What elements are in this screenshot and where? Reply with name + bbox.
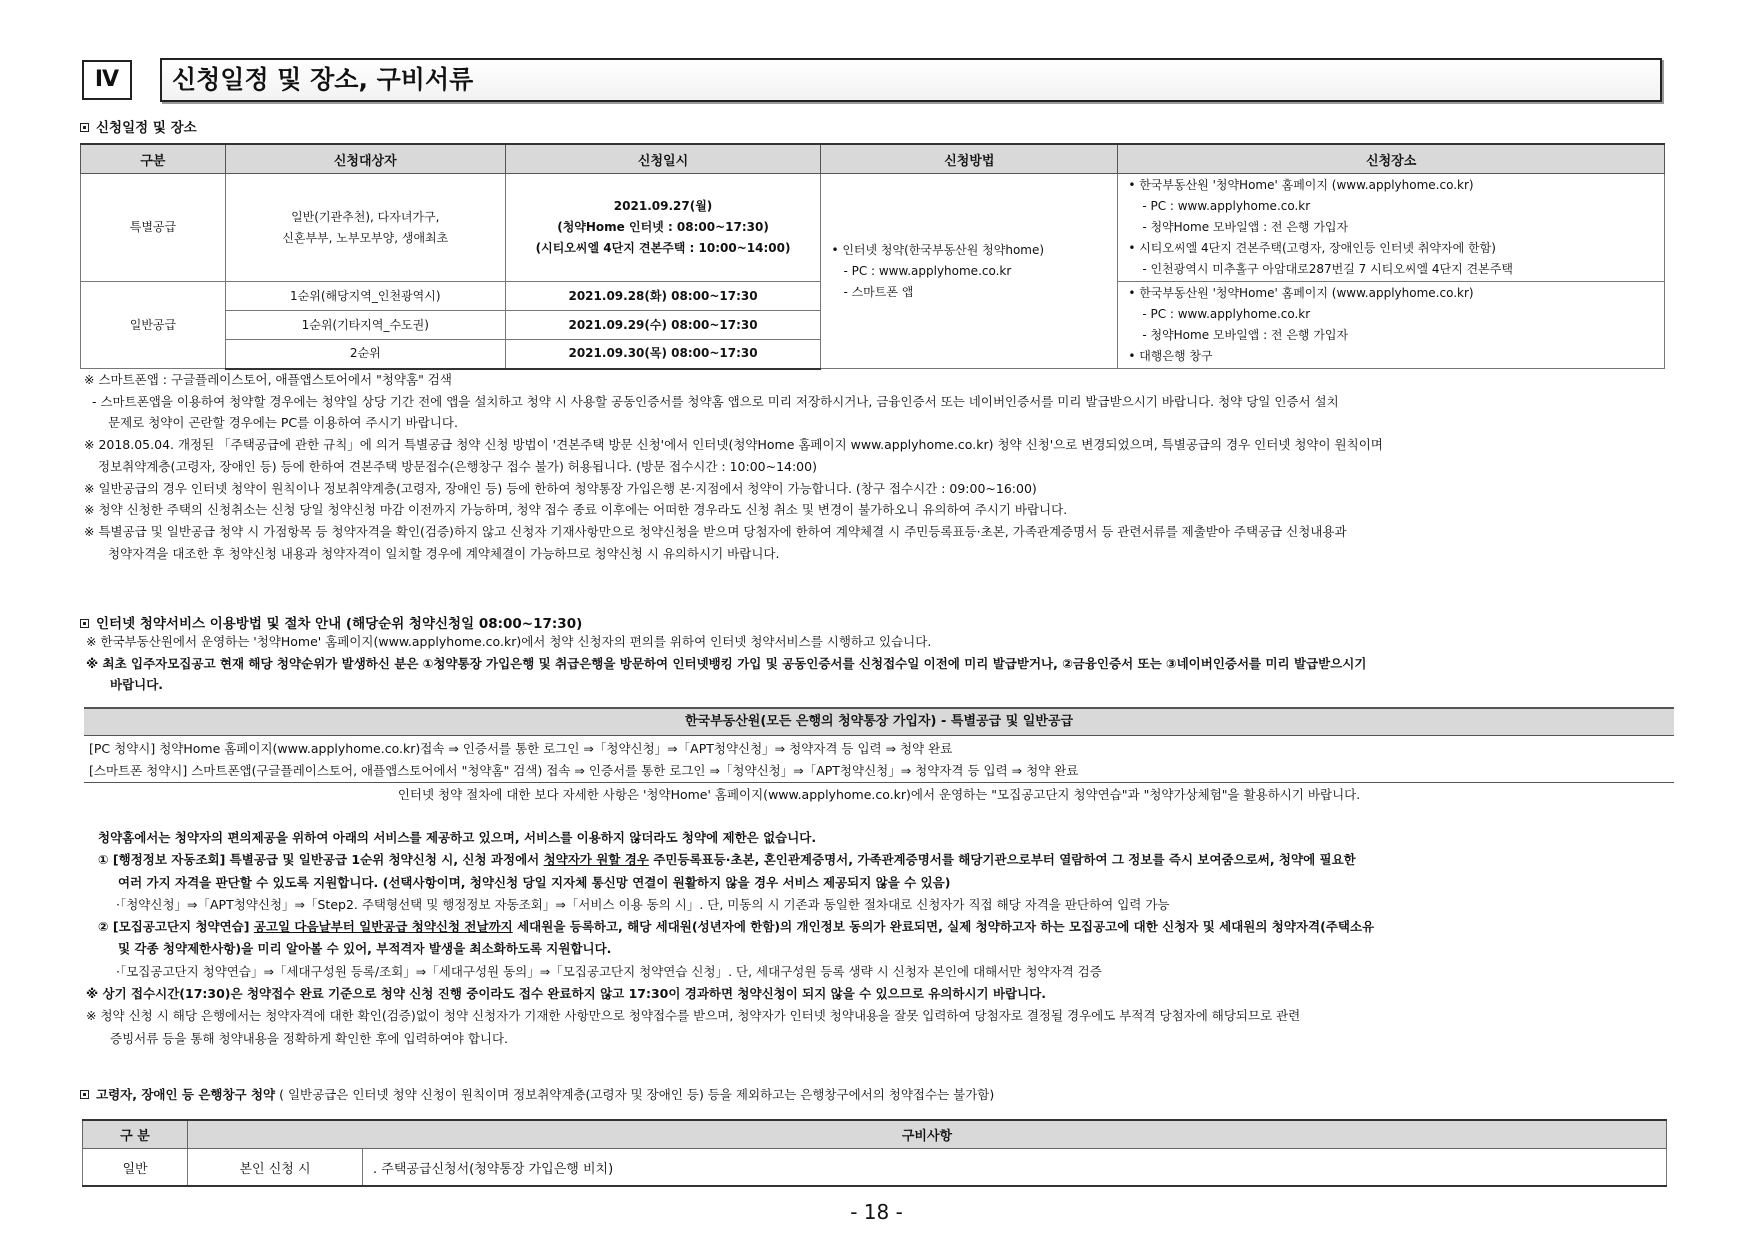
note-line: ※ 청약 신청한 주택의 신청취소는 신청 당일 청약신청 마감 이전까지 가능하며, 청약 접수 종료 이후에는 어떠한 경우라도 신청 취소 및 변경이 불가하오니 유의하여 주시기 바랍니다.: [84, 502, 1068, 518]
service-note: ※ 청약 신청 시 해당 은행에서는 청약자격에 대한 확인(검증)없이 청약 신청자가 기재한 사항만으로 청약접수를 받으며, 청약자가 인터넷 청약내용을 잘못 입력하여 당첨자로 결정될 경우에도 부적격 당첨자에 해당되므로 관련: [86, 1008, 1301, 1024]
method-line: • 인터넷 청약(한국부동산원 청약home): [831, 242, 1045, 257]
schedule-notes: [84, 369, 1684, 564]
service-intro: 청약홈에서는 청약자의 편의제공을 위하여 아래의 서비스를 제공하고 있으며, 서비스를 이용하지 않더라도 청약에 제한은 없습니다.: [98, 830, 817, 845]
note-line: - 스마트폰앱을 이용하여 청약할 경우에는 청약일 상당 기간 전에 앱을 설치하고 청약 시 사용할 공동인증서를 청약홈 앱으로 미리 저장하시거나, 금융인증서 또는 네이버인증서를 미리 발급받으시기 바랍니다. 청약 당일 인증서 설치: [92, 393, 1339, 409]
place-line: - PC : www.applyhome.co.kr: [1142, 199, 1311, 213]
note-line: ※ 최초 입주자모집공고 현재 해당 청약순위가 발생하신 분은 ①청약통장 가입은행 및 취급은행을 방문하여 인터넷뱅킹 가입 및 공동인증서를 신청접수일 이전에 미리 발급받거나, ②금융인증서 또는 ③네이버인증서를 미리 발급받으시기: [86, 655, 1367, 671]
general-target: 2순위: [225, 340, 505, 369]
note-line: ※ 2018.05.04. 개정된 「주택공급에 관한 규칙」에 의거 특별공급 청약 신청 방법이 '견본주택 방문 신청'에서 인터넷(청약Home 홈페이지 www.applyhome.co.kr) 청약 신청'으로 변경되었으며, 특별공급의 경우 인터넷 청약이 원칙이며: [84, 437, 1383, 453]
place-line: • 시티오씨엘 4단지 견본주택(고령자, 장애인등 인터넷 취약자에 한함): [1128, 241, 1496, 255]
general-date: 2021.09.28(화) 08:00~17:30: [505, 282, 821, 311]
special-date-line: (청약Home 인터넷 : 08:00~17:30): [557, 220, 769, 234]
internet-notes: [86, 631, 1686, 696]
header-category: 구 분: [83, 1120, 188, 1149]
method-line: - PC : www.applyhome.co.kr: [843, 263, 1012, 278]
header-target: 신청대상자: [225, 144, 505, 174]
general-date: 2021.09.30(목) 08:00~17:30: [505, 340, 821, 369]
note-line: 정보취약계층(고령자, 장애인 등) 등에 한하여 견본주택 방문접수(은행창구 접수 불가) 허용됩니다. (방문 접수시간 : 10:00~14:00): [98, 458, 817, 474]
service-item-2-path: ·「모집공고단지 청약연습」⇒「세대구성원 등록/조회」⇒「세대구성원 동의」⇒「모집공고단지 청약연습 신청」. 단, 세대구성원 등록 생략 시 신청자 본인에 대해서만 청약자격 검증: [116, 963, 1102, 979]
service-item-1-cont: 여러 가지 자격을 판단할 수 있도록 지원합니다. (선택사항이며, 청약신청 당일 지자체 통신망 연결이 원활하지 않을 경우 서비스 제공되지 않을 수 있음): [118, 874, 951, 890]
place-line: - 인천광역시 미추홀구 아암대로287번길 7 시티오씨엘 4단지 견본주택: [1142, 262, 1513, 276]
note-line: ※ 특별공급 및 일반공급 청약 시 가점항목 등 청약자격을 확인(검증)하지 않고 신청자 기재사항만으로 청약신청을 받으며 당첨자에 한하여 계약체결 시 주민등록표등·초본, 가족관계증명서 등 관련서류를 제출받아 주택공급 신청내용과: [84, 523, 1347, 539]
header-method: 신청방법: [821, 144, 1118, 174]
procedure-mobile: [스마트폰 청약시] 스마트폰앱(구글플레이스토어, 애플앱스토어에서 "청약홈" 검색) 접속 ⇒ 인증서를 통한 로그인 ⇒「청약신청」⇒「APT청약신청」⇒ 청약자격 등 입력 ⇒ 청약 완료: [84, 760, 1674, 783]
header-date: 신청일시: [505, 144, 821, 174]
special-target-line: 신혼부부, 노부모부양, 생애최초: [282, 230, 449, 245]
general-target: 1순위(해당지역_인천광역시): [225, 282, 505, 311]
service-block: [86, 827, 1686, 1050]
header-requirements: 구비사항: [188, 1120, 1667, 1149]
schedule-table: [80, 143, 1665, 370]
general-date: 2021.09.29(수) 08:00~17:30: [505, 311, 821, 340]
special-date-line: 2021.09.27(월): [613, 199, 713, 213]
special-date-line: (시티오씨엘 4단지 견본주택 : 10:00~14:00): [535, 241, 791, 255]
internet-heading: 인터넷 청약서비스 이용방법 및 절차 안내 (해당순위 청약신청일 08:00~17:30): [80, 612, 582, 632]
service-note: 증빙서류 등을 통해 청약내용을 정확하게 확인한 후에 입력하여야 합니다.: [110, 1030, 509, 1046]
note-line: 청약자격을 대조한 후 청약신청 내용과 청약자격이 일치할 경우에 계약체결이 가능하므로 청약신청 시 유의하시기 바랍니다.: [108, 545, 780, 561]
special-target-line: 일반(기관추천), 다자녀가구,: [291, 209, 440, 224]
special-label: 특별공급: [81, 174, 226, 282]
doc-type: 일반: [83, 1149, 188, 1187]
table-header-row: [83, 1120, 1667, 1149]
square-bullet-icon: [80, 619, 89, 628]
special-date: [505, 174, 821, 282]
header-place: 신청장소: [1118, 144, 1665, 174]
page-number: - 18 -: [850, 1200, 903, 1224]
doc-requirement: . 주택공급신청서(청약통장 가입은행 비치): [363, 1149, 1667, 1187]
table-row: [81, 174, 1665, 282]
place-line: • 한국부동산원 '청약Home' 홈페이지 (www.applyhome.co.kr): [1128, 286, 1474, 300]
square-bullet-icon: [80, 123, 89, 132]
note-line: 바랍니다.: [110, 677, 164, 693]
service-item-1-path: ·「청약신청」⇒「APT청약신청」⇒「Step2. 주택형선택 및 행정정보 자동조회」⇒「서비스 이용 동의 시」. 단, 미동의 시 기존과 동일한 절차대로 신청자가 직접 해당 자격을 판단하여 입력 가능: [116, 896, 1170, 912]
note-line: 문제로 청약이 곤란할 경우에는 PC를 이용하여 주시기 바랍니다.: [108, 415, 458, 431]
table-header-row: [81, 144, 1665, 174]
special-place: [1118, 174, 1665, 282]
table-row: [83, 1149, 1667, 1187]
procedure-header: 한국부동산원(모든 은행의 청약통장 가입자) - 특별공급 및 일반공급: [84, 707, 1674, 736]
place-line: • 대행은행 창구: [1128, 349, 1213, 363]
place-line: - PC : www.applyhome.co.kr: [1142, 307, 1311, 321]
service-item-2-cont: 및 각종 청약제한사항)을 미리 알아볼 수 있어, 부적격자 발생을 최소화하도록 지원합니다.: [118, 941, 612, 957]
special-target: [225, 174, 505, 282]
place-line: - 청약Home 모바일앱 : 전 은행 가입자: [1142, 220, 1349, 234]
method-cell: [821, 174, 1118, 369]
section-title: 신청일정 및 장소, 구비서류: [160, 58, 1662, 102]
bank-heading: 고령자, 장애인 등 은행창구 청약 ( 일반공급은 인터넷 청약 신청이 원칙이며 정보취약계층(고령자 및 장애인 등) 등을 제외하고는 은행창구에서의 청약접수는 불가함): [80, 1085, 994, 1103]
place-line: - 청약Home 모바일앱 : 전 은행 가입자: [1142, 328, 1349, 342]
doc-case: 본인 신청 시: [188, 1149, 363, 1187]
schedule-heading: 신청일정 및 장소: [80, 116, 197, 136]
procedure-box: [84, 707, 1674, 807]
square-bullet-icon: [80, 1090, 89, 1099]
method-line: - 스마트폰 앱: [843, 284, 914, 299]
service-item-1: ① [행정정보 자동조회] 특별공급 및 일반공급 1순위 청약신청 시, 신청 과정에서 청약자가 원할 경우 주민등록표등·초본, 혼인관계증명서, 가족관계증명서를 해당기관으로부터 열람하여 그 정보를 즉시 보여줌으로써, 청약에 필요한: [98, 852, 1356, 868]
section-number: Ⅳ: [82, 60, 132, 100]
note-line: ※ 일반공급의 경우 인터넷 청약이 원칙이나 정보취약계층(고령자, 장애인 등) 등에 한하여 청약통장 가입은행 본·지점에서 청약이 가능합니다. (창구 접수시간 : 09:00~16:00): [84, 480, 1037, 496]
note-line: ※ 스마트폰앱 : 구글플레이스토어, 애플앱스토어에서 "청약홈" 검색: [84, 372, 452, 387]
service-item-2: ② [모집공고단지 청약연습] 공고일 다음날부터 일반공급 청약신청 전날까지 세대원을 등록하고, 해당 세대원(성년자에 한함)의 개인정보 동의가 완료되면, 실제 청약하고자 하는 모집공고에 대한 신청자 및 세대원의 청약자격(주택소유: [98, 919, 1375, 935]
procedure-footnote: 인터넷 청약 절차에 대한 보다 자세한 사항은 '청약Home' 홈페이지(www.applyhome.co.kr)에서 운영하는 "모집공고단지 청약연습"과 "청약가상체험"을 활용하시기 바랍니다.: [397, 787, 1361, 802]
general-target: 1순위(기타지역_수도권): [225, 311, 505, 340]
place-line: • 한국부동산원 '청약Home' 홈페이지 (www.applyhome.co.kr): [1128, 178, 1474, 192]
header-type: 구분: [81, 144, 226, 174]
procedure-pc: [PC 청약시] 청약Home 홈페이지(www.applyhome.co.kr)접속 ⇒ 인증서를 통한 로그인 ⇒「청약신청」⇒「APT청약신청」⇒ 청약자격 등 입력 ⇒ 청약 완료: [89, 741, 953, 756]
documents-table: [82, 1119, 1667, 1187]
general-label: 일반공급: [81, 282, 226, 369]
note-line: ※ 한국부동산원에서 운영하는 '청약Home' 홈페이지(www.applyhome.co.kr)에서 청약 신청자의 편의를 위하여 인터넷 청약서비스를 시행하고 있습니다.: [86, 634, 932, 649]
general-place: [1118, 282, 1665, 369]
service-note: ※ 상기 접수시간(17:30)은 청약접수 완료 기준으로 청약 신청 진행 중이라도 접수 완료하지 않고 17:30이 경과하면 청약신청이 되지 않을 수 있으므로 유의하시기 바랍니다.: [86, 986, 1047, 1002]
